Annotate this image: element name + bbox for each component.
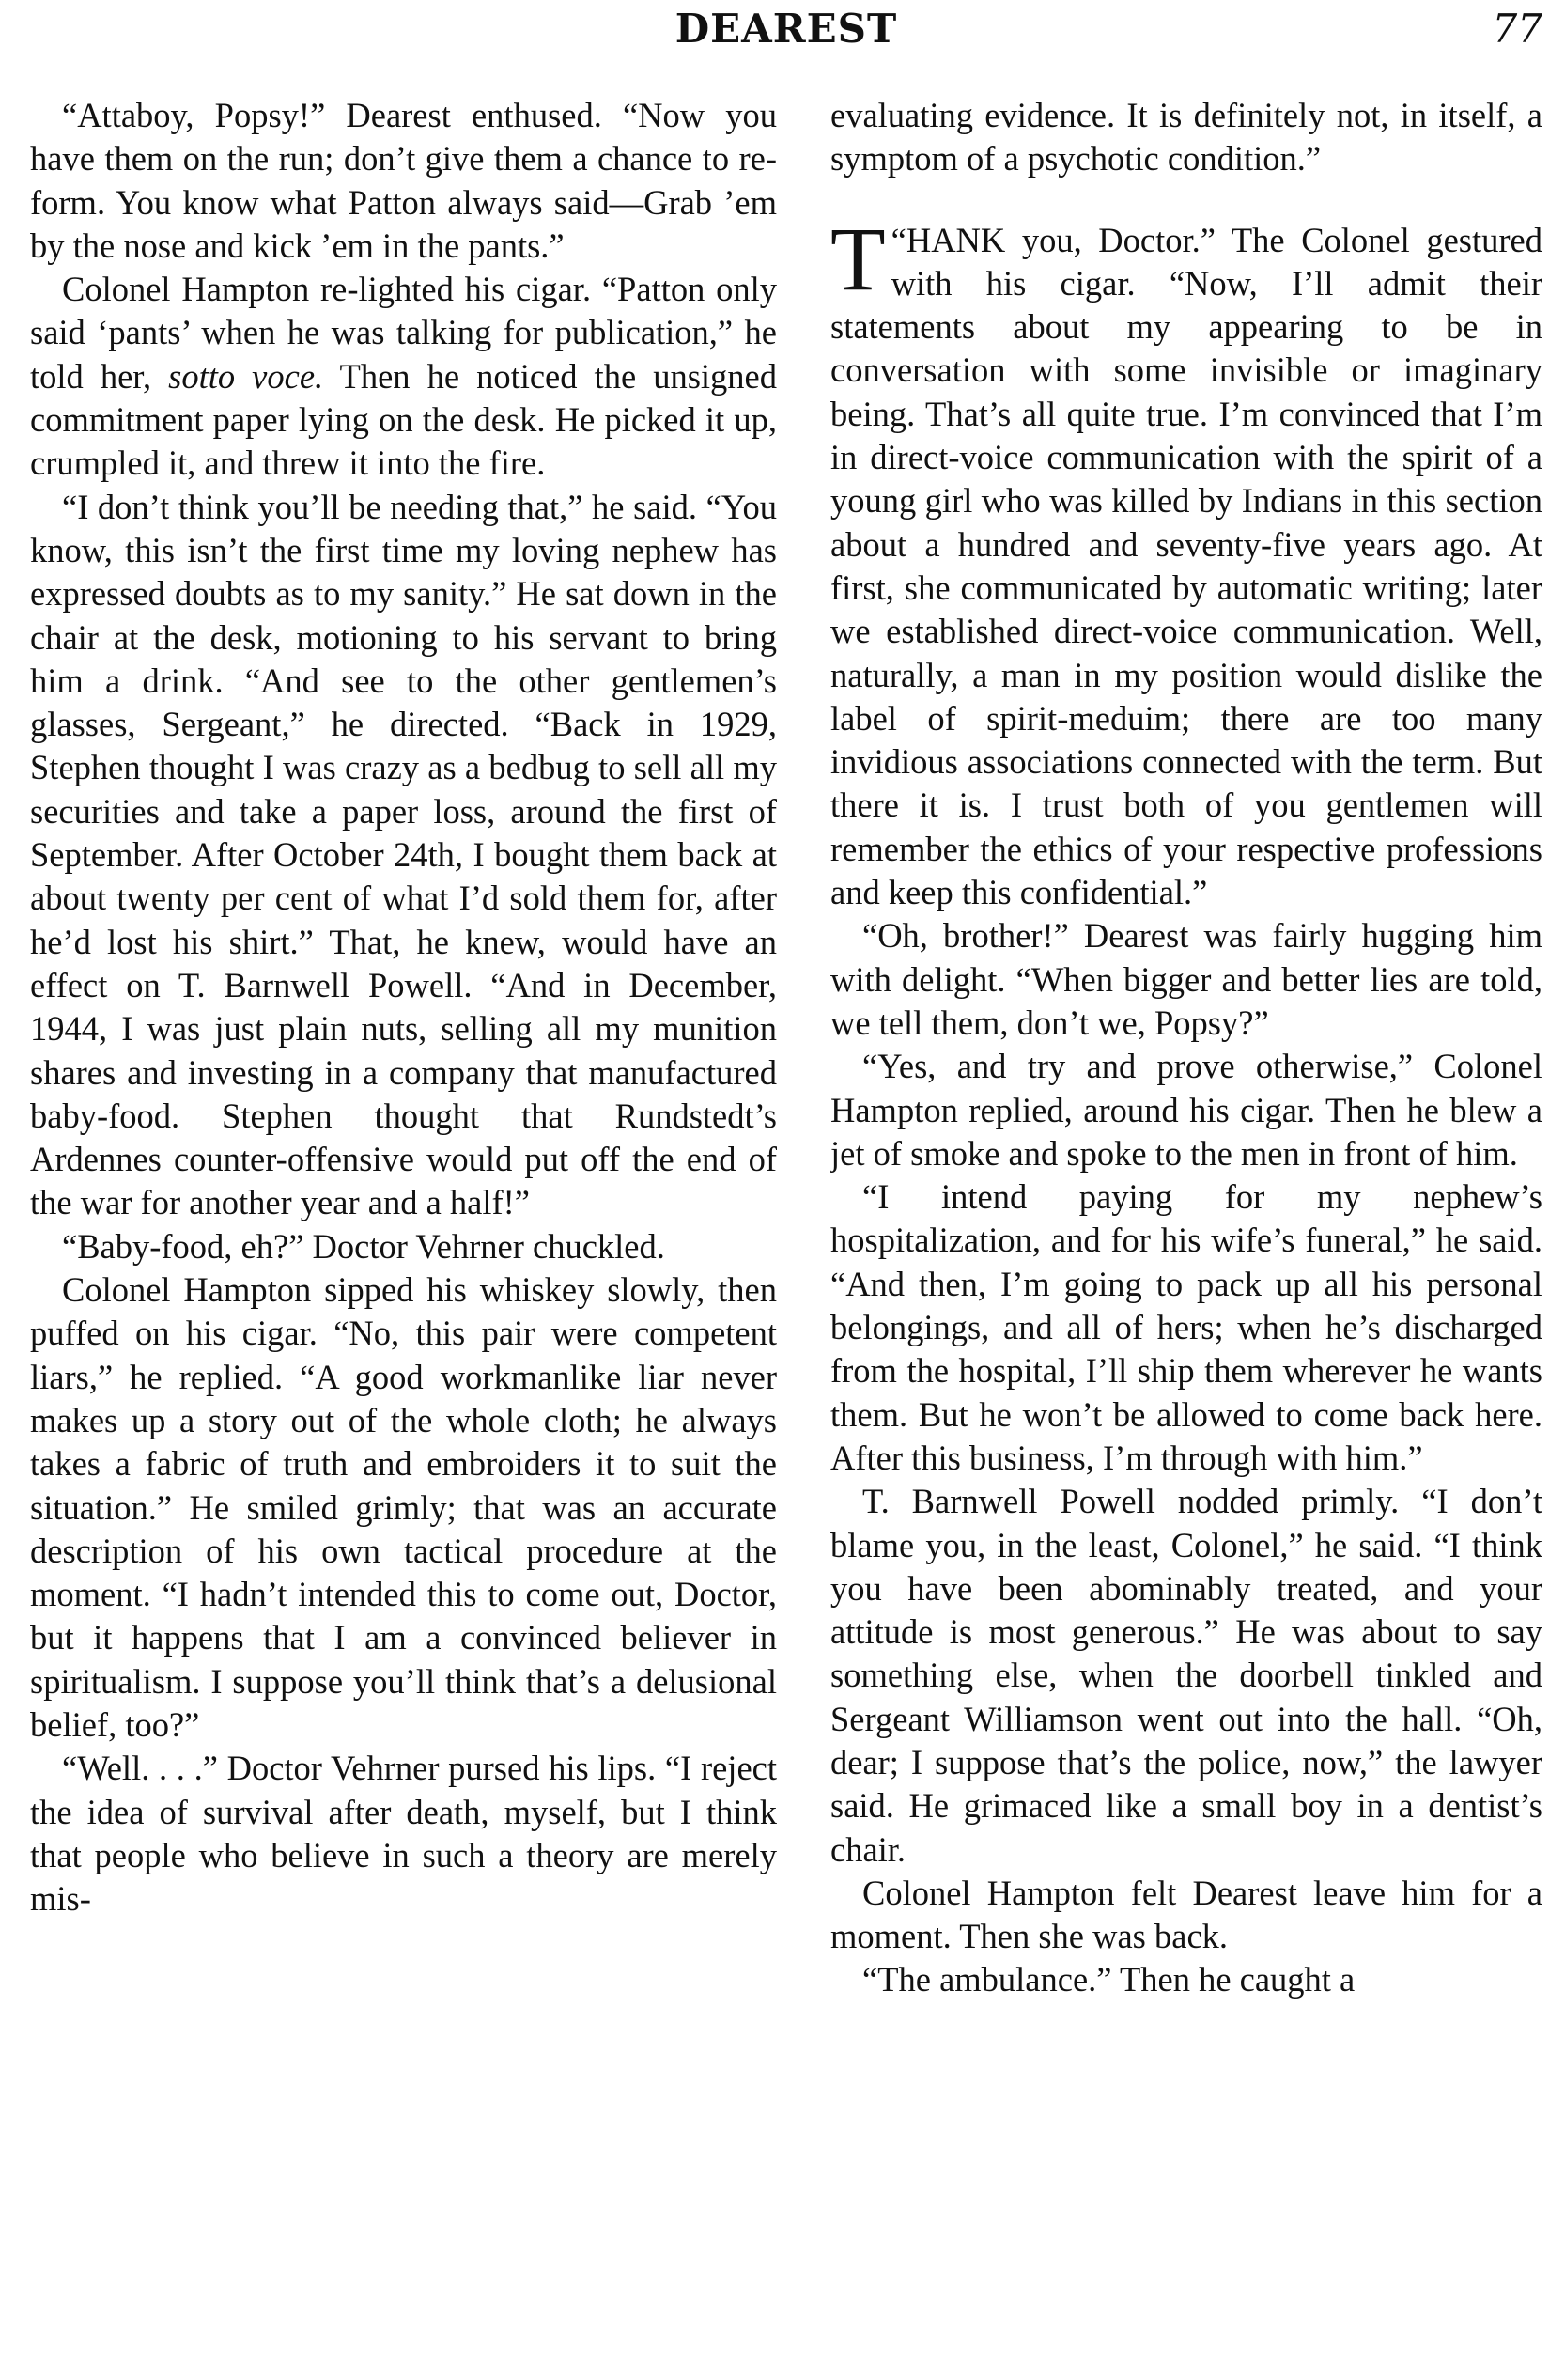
text-columns: [30, 94, 1542, 2368]
paragraph: Colonel Hampton felt Dearest leave him for a moment. Then she was back.: [830, 1873, 1542, 1956]
chapter-title: DEAREST: [674, 6, 898, 52]
paragraph-continuation: evaluating evidence. It is definitely not, in itself, a symptom of a psychotic condition.”: [830, 96, 1542, 179]
page-number: 77: [1492, 6, 1542, 52]
section-opening-paragraph: [830, 208, 1542, 915]
paragraph: “Attaboy, Popsy!” Dearest enthused. “Now you have them on the run; don’t give them a chance to re-form. You know what Patton always said—Grab ’em by the nose and kick ’em in the pants.”: [30, 96, 777, 265]
paragraph: “The ambulance.” Then he caught a: [862, 1960, 1356, 1999]
paragraph-text: Then he noticed the unsigned commitment paper lying on the desk. He picked it up, crumpled it, and threw it into the fire.: [30, 356, 777, 483]
paragraph-text: HANK you, Doctor.” The Colonel gestured with his cigar. “Now, I’ll admit their statements about my appearing to be in conversation with some invisible or imaginary being. That’s all quite true. I’m convinced that I’m in direct-voice communication with the spirit of a young girl who was killed by Indians in this section about a hundred and seventy-five years ago. At first, she communicated by automatic writing; later we established direct-voice communication. Well, naturally, a man in my position would dislike the label of spirit-meduim; there are too many invidious associations connected with the term. But there it is. I trust both of you gentlemen will remember the ethics of your respective professions and keep this confidential.”: [830, 220, 1542, 912]
italic-phrase: sotto voce.: [168, 356, 324, 396]
drop-cap: T: [830, 208, 886, 309]
paragraph: “I don’t think you’ll be needing that,” he said. “You know, this isn’t the first time my loving nephew has expressed doubts as to my sanity.” He sat down in the chair at the desk, motioning to his servant to bring him a drink. “And see to the other gentlemen’s glasses, Sergeant,” he directed. “Back in 1929, Stephen thought I was crazy as a bedbug to sell all my securities and take a paper loss, around the first of September. After October 24th, I bought them back at about twenty per cent of what I’d sold them for, after he’d lost his shirt.” That, he knew, would have an effect on T. Barnwell Powell. “And in December, 1944, I was just plain nuts, selling all my munition shares and investing in a company that manufactured baby-food. Stephen thought that Rundstedt’s Ardennes counter-offensive would put off the end of the war for another year and a half!”: [30, 487, 777, 1222]
paragraph-text: Colonel Hampton re-lighted his cigar. “Patton only said ‘pants’ when he was talking for publication,” he told her,: [30, 270, 777, 396]
opening-quote: “: [891, 220, 906, 259]
paragraph: “Baby-food, eh?” Doctor Vehrner chuckled.: [62, 1226, 665, 1266]
paragraph: “Yes, and try and prove otherwise,” Colonel Hampton replied, around his cigar. Then he blew a jet of smoke and spoke to the men in front of him.: [830, 1047, 1542, 1173]
paragraph: “Well. . . .” Doctor Vehrner pursed his lips. “I reject the idea of survival after death, myself, but I think that people who believe in such a theory are merely mis-: [30, 1749, 777, 1919]
running-head: [30, 6, 1542, 53]
paragraph: T. Barnwell Powell nodded primly. “I don’t blame you, in the least, Colonel,” he said. “I think you have been abominably treated, and your attitude is most generous.” He was about to say something else, when the doorbell tinkled and Sergeant Williamson went out into the hall. “Oh, dear; I suppose that’s the police, now,” the lawyer said. He grimaced like a small boy in a dentist’s chair.: [830, 1482, 1542, 1869]
paragraph: “I intend paying for my nephew’s hospitalization, and for his wife’s funeral,” he said. “And then, I’m going to pack up all his personal belongings, and all of hers; when he’s discharged from the hospital, I’ll ship them wherever he wants them. But he won’t be allowed to come back here. After this business, I’m through with him.”: [830, 1177, 1542, 1477]
paragraph: Colonel Hampton sipped his whiskey slowly, then puffed on his cigar. “No, this pair were competent liars,” he replied. “A good workmanlike liar never makes up a story out of the whole cloth; he always takes a fabric of truth and embroiders it to suit the situation.” He smiled grimly; that was an accurate description of his own tactical procedure at the moment. “I hadn’t intended this to come out, Doctor, but it happens that I am a convinced believer in spiritualism. I suppose you’ll think that’s a delusional belief, too?”: [30, 1270, 777, 1744]
paragraph: [30, 268, 777, 485]
paragraph: “Oh, brother!” Dearest was fairly hugging him with delight. “When bigger and better lies are told, we tell them, don’t we, Popsy?”: [830, 916, 1542, 1042]
right-column: [830, 94, 1542, 2368]
left-column: [30, 94, 777, 2368]
